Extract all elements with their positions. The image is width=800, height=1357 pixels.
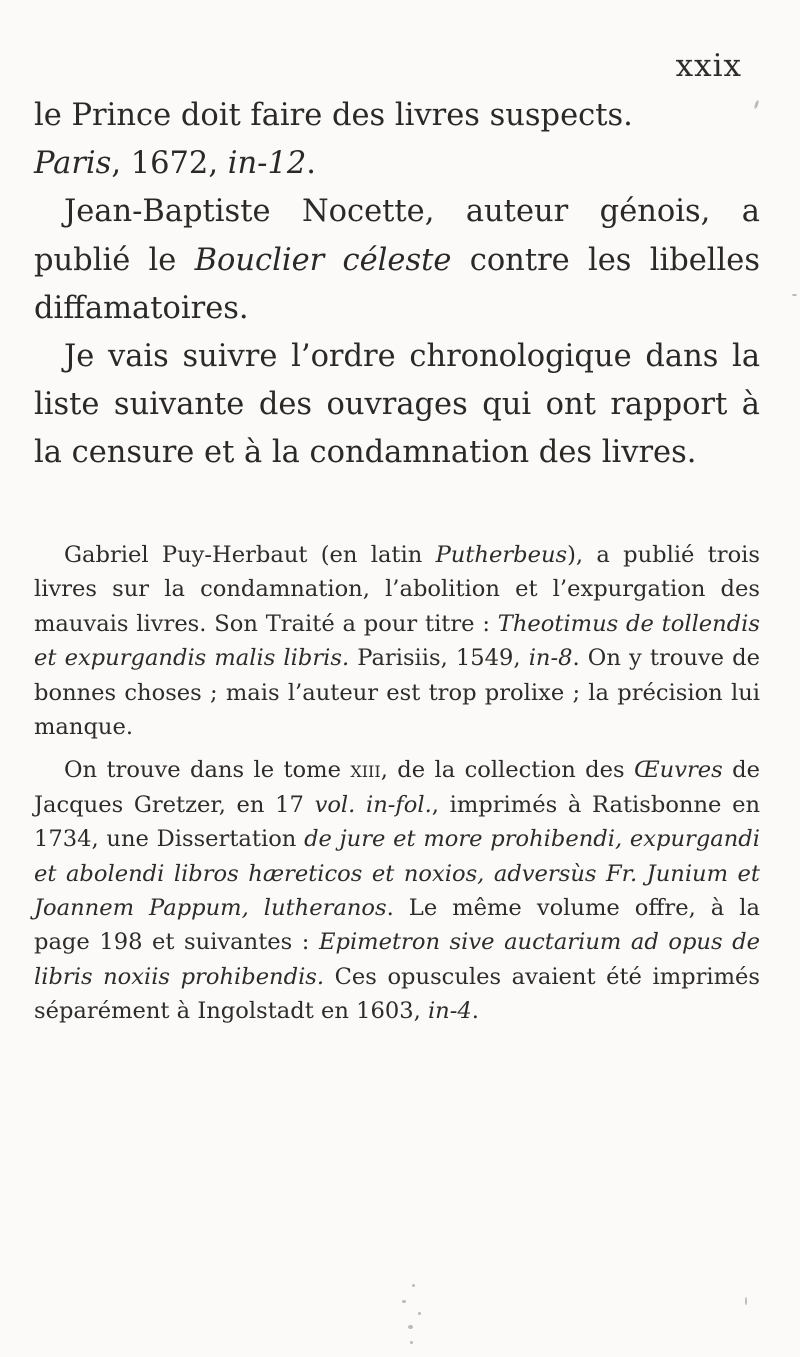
dissertation-title: de jure et more prohibendi, expurgandi et abolendi libros hæreticos et noxios, adversùs Fr. Junium et Joannem Pappum, lutheranos bbox=[34, 826, 760, 922]
paragraph-chronological-order: Je vais suivre l’ordre chronologique dans la liste suivante des ouvrages qui ont rapport à la censure et à la condamnation des livres. bbox=[34, 339, 760, 471]
entry-gretzer: On trouve dans le tome xiii, de la collection des Œuvres de Jacques Gretzer, en 17 vol. in-fol., imprimés à Ratisbonne en 1734, une Dissertation de jure et more prohibendi, expurgandi et abolendi libros hæreticos et noxios, adversùs Fr. Junium et Joannem Pappum, lutheranos. Le même volume offre, à la page 198 et suivantes : Epimetron sive auctarium ad opus de libris noxiis prohibendis. Ces opuscules avaient été imprimés séparément à Ingolstadt en 1603, in-4. bbox=[34, 757, 761, 1025]
paper-speck bbox=[410, 1341, 413, 1344]
paper-speck bbox=[418, 1312, 421, 1315]
entry-puy-herbaut: Gabriel Puy-Herbaut (en latin Putherbeus), a publié trois livres sur la condamnation, l’abolition et l’expurgation des mauvais livres. Son Traité a pour titre : Theotimus de tollendis et expurgandis malis libris. Parisiis, 1549, in-8. On y trouve de bonnes choses ; mais l’auteur est trop prolixe ; la précision lui manque. bbox=[34, 542, 761, 741]
oeuvres-title: Œuvres bbox=[633, 757, 723, 784]
volume-format: vol. in-fol. bbox=[314, 791, 432, 818]
format-in4: in-4 bbox=[427, 998, 472, 1025]
latin-name: Putherbeus bbox=[435, 542, 568, 568]
work-title-bouclier: Bouclier céleste bbox=[194, 242, 452, 278]
paper-speck bbox=[402, 1300, 406, 1303]
paper-speck bbox=[408, 1325, 413, 1329]
bibliography-entries bbox=[34, 538, 760, 1029]
paragraph-suspect-books: le Prince doit faire des livres suspects. Paris, 1672, in-12. bbox=[34, 98, 633, 182]
paper-speck bbox=[412, 1284, 415, 1287]
epimetron-title: Epimetron sive auctarium ad opus de libris noxiis prohibendis. bbox=[34, 929, 760, 990]
paper-speck bbox=[745, 1297, 747, 1305]
place-paris: Paris bbox=[34, 146, 112, 182]
paragraph-nocette: Jean-Baptiste Nocette, auteur génois, a publié le Bouclier céleste contre les libelles diffamatoires. bbox=[34, 194, 761, 326]
treatise-title: Theotimus de tollendis et expurgandis malis libris. bbox=[34, 610, 761, 672]
page-number: xxix bbox=[675, 48, 742, 84]
main-text bbox=[34, 92, 760, 478]
paper-speck bbox=[792, 294, 797, 296]
format-in8: in-8 bbox=[528, 645, 573, 672]
tome-number: xiii bbox=[350, 757, 381, 784]
format-in12: in-12 bbox=[227, 146, 307, 182]
